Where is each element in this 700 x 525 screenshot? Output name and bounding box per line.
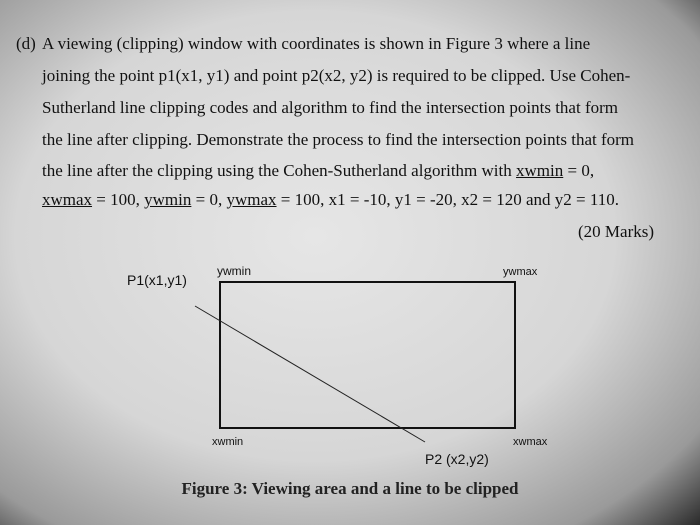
question-line-4: the line after clipping. Demonstrate the process to find the intersection points that form [42, 130, 635, 149]
ywmax-var: ywmax [226, 190, 277, 209]
ywmin-var: ywmin [144, 190, 192, 209]
coords-values: = 100, x1 = -10, y1 = -20, x2 = 120 and y2 = 110. [276, 190, 619, 209]
question-line-5-text: the line after the clipping using the Cohen-Sutherland algorithm with [42, 161, 512, 180]
clipping-window [220, 282, 515, 428]
ywmin-value: = 0, [191, 190, 227, 209]
ywmax-label: ywmax [503, 266, 538, 278]
xwmin-var: xwmin [516, 161, 564, 180]
question-line-2: joining the point p1(x1, y1) and point p2(x2, y2) is required to be clipped. Use Cohen- [42, 66, 631, 85]
xwmax-label: xwmax [513, 436, 548, 448]
marks-label: (20 Marks) [578, 222, 655, 241]
p2-label: P2 (x2,y2) [425, 451, 489, 467]
xwmin-label: xwmin [212, 436, 244, 448]
xwmax-var: xwmax [42, 190, 93, 209]
question-line-3: Sutherland line clipping codes and algorithm to find the intersection points that form [42, 98, 618, 117]
line-to-clip [195, 306, 425, 442]
xwmax-value: = 100, [92, 190, 145, 209]
figure-caption: Figure 3: Viewing area and a line to be clipped [181, 479, 519, 498]
question-line-1: A viewing (clipping) window with coordinates is shown in Figure 3 where a line [42, 34, 591, 53]
p1-label: P1(x1,y1) [127, 272, 187, 288]
xwmin-value: = 0, [563, 161, 595, 180]
question-number: (d) [16, 34, 36, 53]
ywmin-label: ywmin [217, 264, 252, 278]
